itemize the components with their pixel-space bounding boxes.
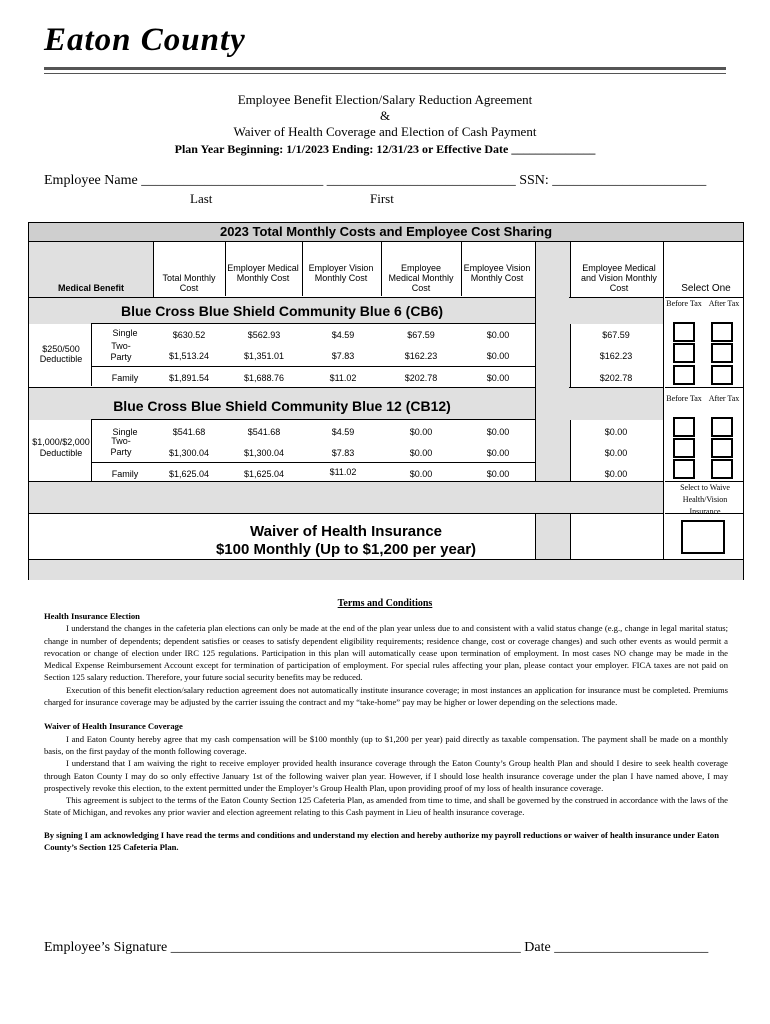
tier-label: Single	[112, 427, 138, 437]
deductible-cb6: $250/500 Deductible	[39, 344, 83, 364]
cell-ee-vis: $0.00	[486, 330, 510, 340]
cell-total: $1,891.54	[168, 373, 210, 383]
cell-er-vis: $4.59	[331, 427, 355, 437]
cell-ee-med: $67.59	[407, 330, 435, 340]
cell-ee-med: $0.00	[409, 448, 433, 458]
ssn-field[interactable]: ______________________	[552, 173, 707, 188]
cell-ee-med: $202.78	[404, 373, 438, 383]
last-label: Last	[190, 191, 213, 206]
form-title-amp: &	[379, 108, 391, 123]
terms-heading: Terms and Conditions	[337, 598, 433, 609]
cell-er-med: $1,625.04	[243, 469, 285, 479]
cell-total: $630.52	[172, 330, 206, 340]
after-tax-label: After Tax	[708, 299, 740, 308]
cell-ee-comb: $0.00	[604, 427, 628, 437]
first-name-field[interactable]: ___________________________	[326, 173, 516, 188]
employee-name-row	[44, 173, 706, 189]
header-rule	[44, 67, 726, 70]
ssn-label: SSN:	[519, 173, 549, 188]
last-name-field[interactable]: __________________________	[141, 173, 324, 188]
cb12-single-after-tax-checkbox[interactable]	[711, 417, 733, 437]
cell-ee-comb: $202.78	[599, 373, 633, 383]
cell-ee-comb: $0.00	[604, 469, 628, 479]
signature-label: Employee’s Signature	[44, 940, 168, 955]
terms-paragraph: I and Eaton County hereby agree that my cash compensation will be $100 monthly (up to $1,200 per year) paid directly as taxable compensation. The payment shall be made on a monthly basis, on the first payday of the month following coverage.	[44, 733, 728, 756]
waive-select-label: Select to Waive Health/Vision Insurance	[680, 483, 730, 516]
cb6-two-party-after-tax-checkbox[interactable]	[711, 343, 733, 363]
cell-er-vis: $11.02	[329, 373, 357, 383]
tier-label: Two-Party	[110, 341, 132, 362]
employee-name-label: Employee Name	[44, 173, 138, 188]
cb12-family-after-tax-checkbox[interactable]	[711, 459, 733, 479]
header-rule-thin	[44, 73, 726, 74]
first-label: First	[370, 191, 394, 206]
form-title: Employee Benefit Election/Salary Reduction Agreement	[237, 92, 533, 107]
cell-er-vis: $11.02	[329, 467, 357, 477]
waive-insurance-checkbox[interactable]	[681, 520, 725, 554]
plan-cb12-title: Blue Cross Blue Shield Community Blue 12 (CB12)	[29, 387, 535, 420]
cb12-two-party-before-tax-checkbox[interactable]	[673, 438, 695, 458]
cb12-single-before-tax-checkbox[interactable]	[673, 417, 695, 437]
col-employee-combined: Employee Medical and Vision Monthly Cost	[581, 263, 657, 293]
cell-ee-med: $0.00	[409, 427, 433, 437]
acknowledgement: By signing I am acknowledging I have read the terms and conditions and understand my election and hereby authorize my payroll reductions or waiver of health insurance under Eaton County’s Section 125 Cafeteria Plan.	[44, 829, 719, 853]
cell-ee-med: $162.23	[404, 351, 438, 361]
tier-label: Two-Party	[110, 436, 132, 457]
form-subtitle: Waiver of Health Coverage and Election of Cash Payment	[233, 124, 537, 139]
terms-body	[44, 610, 728, 853]
col-employer-medical: Employer Medical Monthly Cost	[227, 263, 299, 283]
cell-er-vis: $4.59	[331, 330, 355, 340]
cb12-family-before-tax-checkbox[interactable]	[673, 459, 695, 479]
waiver-coverage-heading: Waiver of Health Insurance Coverage	[44, 721, 183, 732]
plan-cb6-title: Blue Cross Blue Shield Community Blue 6 (CB6)	[29, 297, 535, 324]
table-title: 2023 Total Monthly Costs and Employee Cost Sharing	[29, 223, 743, 242]
cell-er-vis: $7.83	[331, 448, 355, 458]
cell-er-med: $1,688.76	[243, 373, 285, 383]
date-field[interactable]: ______________________	[554, 940, 709, 955]
cell-ee-med: $0.00	[409, 469, 433, 479]
cell-er-med: $1,351.01	[243, 351, 285, 361]
waiver-amount: $100 Monthly (Up to $1,200 per year)	[215, 541, 477, 558]
cell-ee-vis: $0.00	[486, 373, 510, 383]
col-employee-medical: Employee Medical Monthly Cost	[388, 263, 454, 293]
cb6-family-before-tax-checkbox[interactable]	[673, 365, 695, 385]
cell-ee-comb: $162.23	[599, 351, 633, 361]
terms-paragraph: Execution of this benefit election/salary reduction agreement does not automatically institute insurance coverage; in most instances an application for insurance must be completed. Premiums charged for insurance coverage may be adjusted by the carrier issuing the contract and my “take-home” pay may be higher or lower depending on the selections made.	[44, 684, 728, 708]
cell-ee-comb: $67.59	[602, 330, 630, 340]
cell-total: $1,300.04	[168, 448, 210, 458]
waiver-title: Waiver of Health Insurance	[250, 523, 442, 540]
cb6-single-before-tax-checkbox[interactable]	[673, 322, 695, 342]
col-employee-vision: Employee Vision Monthly Cost	[463, 263, 531, 283]
plan-year: Plan Year Beginning: 1/1/2023 Ending: 12/31/23 or Effective Date ______________	[174, 142, 596, 156]
cell-er-med: $1,300.04	[243, 448, 285, 458]
cell-er-med: $562.93	[247, 330, 281, 340]
cost-table	[28, 222, 744, 580]
signature-field[interactable]: __________________________________________________	[170, 940, 521, 955]
cell-total: $1,513.24	[168, 351, 210, 361]
before-tax-label: Before Tax	[666, 299, 702, 308]
signature-row	[44, 940, 708, 956]
terms-paragraph: I understand the changes in the cafeteria plan elections can only be made at the end of the plan year unless due to and consistent with a valid status change (e.g., change in legal marital status; change in number of dependents; dependent satisfies or ceases to satisfy dependent eligibility requirements; residence change, cost or coverage changes) and such other events as would permit a revocation or change of election under IRC 125 regulations. Participation in this plan will automatically cease upon termination of employment. In most cases NO change may be made in the Medical Expense Reimbursement Account except for termination of participation of employment. For special rules affecting your plan, please contact your employer. FICA taxes are not paid on Section 125 salary reduction. Therefore, your future social security benefits may be reduced.	[44, 623, 728, 683]
col-medical-benefit: Medical Benefit	[57, 283, 124, 293]
cb6-single-after-tax-checkbox[interactable]	[711, 322, 733, 342]
terms-paragraph: I understand that I am waiving the right to receive employer provided health insurance coverage through the Eaton County’s Group health Plan and should I desire to seek health coverage through Eaton County I may do so only effective January 1st of the following waiver plan year. However, if I should lose health insurance coverage under the plan I have named above, I may prospectively revoke this election, to the extent permitted under the Employer’s Group Health Plan, upon providing proof of my loss of health insurance coverage.	[44, 758, 728, 793]
col-employer-vision: Employer Vision Monthly Cost	[308, 263, 374, 283]
health-election-heading: Health Insurance Election	[44, 611, 140, 621]
cell-ee-comb: $0.00	[604, 448, 628, 458]
col-total: Total Monthly Cost	[162, 273, 216, 293]
cell-ee-vis: $0.00	[486, 427, 510, 437]
cell-total: $1,625.04	[168, 469, 210, 479]
cell-ee-vis: $0.00	[486, 448, 510, 458]
cell-er-med: $541.68	[247, 427, 281, 437]
tier-label: Family	[111, 469, 139, 479]
page-title: Eaton County	[44, 22, 246, 58]
cb6-two-party-before-tax-checkbox[interactable]	[673, 343, 695, 363]
tier-label: Family	[111, 373, 139, 383]
after-tax-label: After Tax	[708, 394, 740, 403]
cb6-family-after-tax-checkbox[interactable]	[711, 365, 733, 385]
cell-total: $541.68	[172, 427, 206, 437]
cell-ee-vis: $0.00	[486, 351, 510, 361]
cell-er-vis: $7.83	[331, 351, 355, 361]
terms-paragraph: This agreement is subject to the terms of the Eaton County Section 125 Cafeteria Plan, as amended from time to time, and shall be governed by the construed in accordance with the laws of the State of Michigan, and revokes any prior wavier and election agreement relating to this Cash payment in Lieu of health insurance coverage.	[44, 795, 728, 818]
tier-label: Single	[112, 328, 138, 338]
col-select-one: Select One	[681, 283, 731, 294]
date-label: Date	[524, 940, 551, 955]
cell-ee-vis: $0.00	[486, 469, 510, 479]
deductible-cb12: $1,000/$2,000 Deductible	[32, 437, 90, 458]
cb12-two-party-after-tax-checkbox[interactable]	[711, 438, 733, 458]
before-tax-label: Before Tax	[666, 394, 702, 403]
